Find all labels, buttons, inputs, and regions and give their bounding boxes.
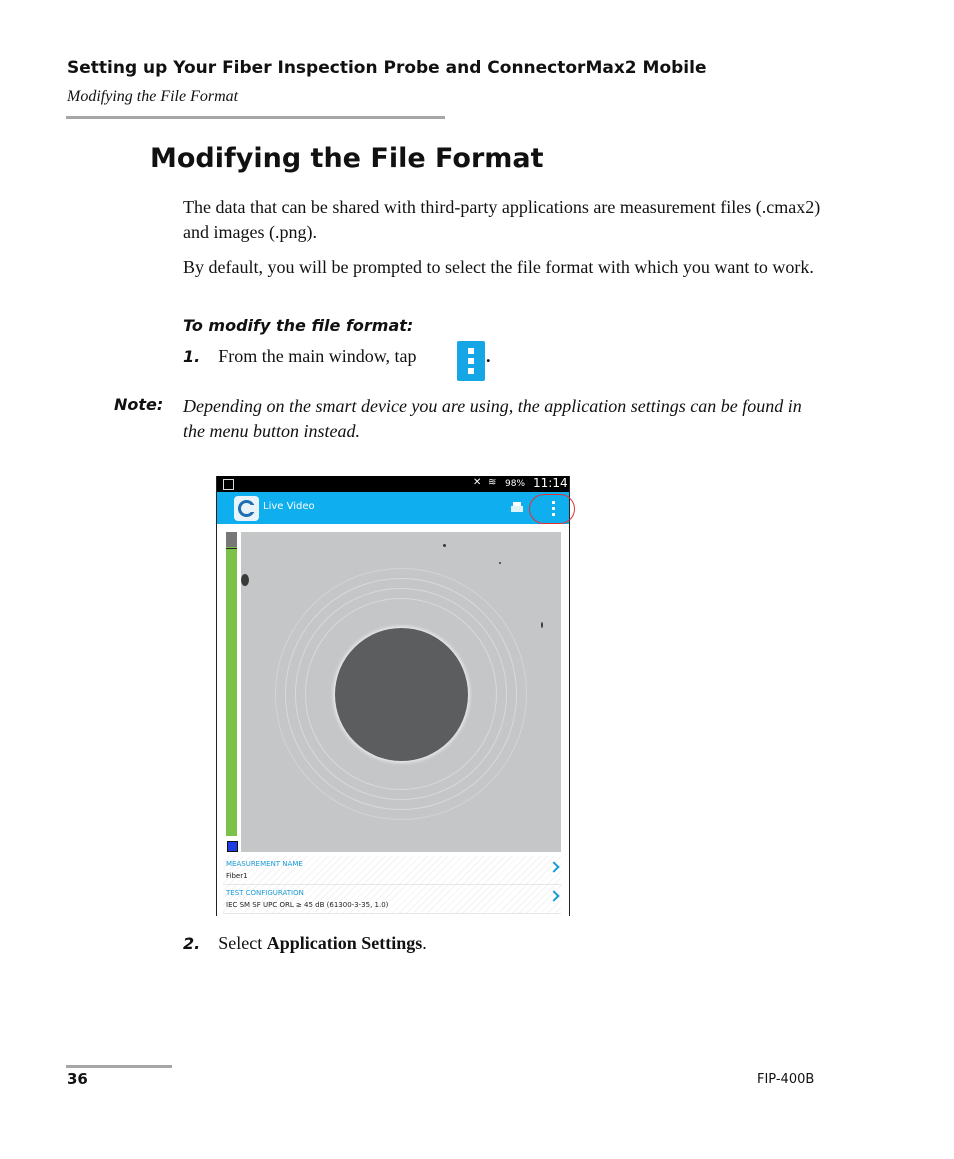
step-1-text: From the main window, tap	[218, 346, 417, 366]
step-2	[183, 933, 427, 954]
test-configuration-label: TEST CONFIGURATION	[226, 889, 304, 897]
measurement-name-label: MEASUREMENT NAME	[226, 860, 303, 868]
level-indicator	[227, 841, 238, 852]
mute-icon: ✕	[473, 477, 482, 488]
highlight-circle	[529, 494, 575, 524]
battery-level: 98%	[505, 479, 526, 489]
paragraph-shared-data: The data that can be shared with third-party applications are measurement files (.cmax2) and images (.png).	[183, 197, 821, 242]
procedure-title: To modify the file format:	[183, 316, 414, 335]
step-1-period: .	[486, 346, 491, 366]
step-2-prefix: Select	[218, 933, 267, 953]
more-vert-icon	[457, 341, 485, 381]
step-1	[183, 346, 417, 367]
connectormax-logo-icon	[234, 496, 259, 521]
header-rule	[66, 116, 445, 119]
chevron-right-icon	[548, 861, 559, 872]
footer-rule	[66, 1065, 172, 1068]
app-bar	[217, 492, 569, 524]
document-id: FIP-400B	[757, 1072, 815, 1087]
app-bar-title: Live Video	[263, 501, 315, 512]
section-subtitle: Modifying the File Format	[67, 88, 239, 105]
chapter-title: Setting up Your Fiber Inspection Probe and ConnectorMax2 Mobile	[67, 58, 707, 78]
signal-level-marker	[226, 548, 237, 549]
step-2-option: Application Settings	[266, 933, 423, 953]
page-number: 36	[67, 1070, 88, 1088]
note-text: Depending on the smart device you are using, the application settings can be found in the menu button instead.	[183, 396, 802, 441]
test-configuration-row[interactable]	[223, 885, 561, 914]
signal-level-bar	[226, 532, 237, 836]
fiber-core	[335, 628, 468, 761]
note-label: Note:	[114, 395, 164, 414]
status-bar	[217, 476, 569, 492]
measurement-name-row[interactable]	[223, 856, 561, 885]
printer-icon[interactable]	[511, 502, 523, 512]
gallery-icon	[223, 479, 234, 490]
clock: 11:14	[533, 476, 568, 490]
chevron-right-icon	[548, 890, 559, 901]
section-heading: Modifying the File Format	[150, 143, 544, 174]
paragraph-default-prompt: By default, you will be prompted to select the file format with which you want to work.	[183, 257, 814, 277]
fiber-live-image	[241, 532, 561, 852]
wifi-icon: ≋	[488, 477, 497, 488]
measurement-name-value: Fiber1	[226, 872, 248, 880]
step-1-number: 1.	[183, 347, 201, 366]
step-2-number: 2.	[183, 934, 201, 953]
signal-level-cap	[226, 532, 237, 547]
app-screenshot	[216, 476, 570, 916]
test-configuration-value: IEC SM SF UPC ORL ≥ 45 dB (61300-3-35, 1.0)	[226, 901, 389, 909]
step-2-suffix: .	[422, 933, 427, 953]
